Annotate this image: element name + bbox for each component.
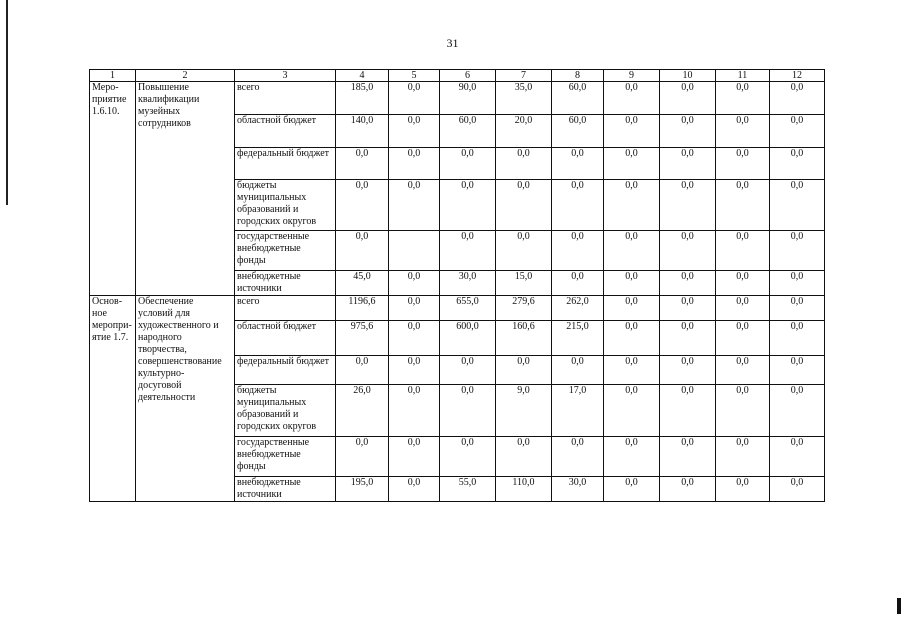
amount-cell: 0,0 (389, 356, 440, 385)
amount-cell: 0,0 (716, 82, 770, 115)
amount-cell: 0,0 (496, 437, 552, 477)
measure-name-cell: Обеспечение условий для художественного и народного творчества, совершенствование культурно- досуговой деятельности (136, 296, 235, 502)
table-body (90, 82, 825, 502)
amount-cell: 0,0 (770, 148, 825, 180)
amount-cell: 0,0 (440, 437, 496, 477)
amount-cell: 0,0 (716, 115, 770, 148)
header-cell: 1 (90, 70, 136, 82)
amount-cell: 0,0 (496, 148, 552, 180)
amount-cell: 0,0 (716, 231, 770, 271)
amount-cell: 26,0 (336, 385, 389, 437)
amount-cell: 0,0 (440, 148, 496, 180)
funding-source-cell: государственные внебюджетные фонды (235, 231, 336, 271)
header-cell: 12 (770, 70, 825, 82)
amount-cell: 0,0 (552, 271, 604, 296)
amount-cell: 0,0 (389, 321, 440, 356)
amount-cell: 15,0 (496, 271, 552, 296)
amount-cell: 0,0 (389, 296, 440, 321)
amount-cell: 60,0 (440, 115, 496, 148)
amount-cell: 0,0 (716, 437, 770, 477)
scan-edge-line (6, 0, 8, 205)
page-number: 31 (446, 36, 459, 50)
amount-cell: 0,0 (389, 82, 440, 115)
scan-corner-mark (897, 598, 901, 614)
amount-cell: 655,0 (440, 296, 496, 321)
amount-cell: 9,0 (496, 385, 552, 437)
amount-cell: 0,0 (770, 115, 825, 148)
amount-cell: 0,0 (660, 271, 716, 296)
amount-cell: 0,0 (660, 437, 716, 477)
amount-cell: 0,0 (336, 180, 389, 231)
header-row (90, 70, 825, 82)
amount-cell: 0,0 (716, 148, 770, 180)
amount-cell: 20,0 (496, 115, 552, 148)
amount-cell: 0,0 (604, 321, 660, 356)
header-cell: 2 (136, 70, 235, 82)
amount-cell: 215,0 (552, 321, 604, 356)
header-cell: 6 (440, 70, 496, 82)
amount-cell: 0,0 (604, 271, 660, 296)
amount-cell: 0,0 (716, 321, 770, 356)
amount-cell: 0,0 (716, 356, 770, 385)
amount-cell: 0,0 (389, 271, 440, 296)
amount-cell: 0,0 (770, 231, 825, 271)
amount-cell: 55,0 (440, 477, 496, 502)
table-row (90, 82, 825, 115)
funding-source-cell: бюджеты муниципальных образований и городских округов (235, 385, 336, 437)
amount-cell: 0,0 (604, 437, 660, 477)
funding-source-cell: областной бюджет (235, 321, 336, 356)
amount-cell: 0,0 (604, 180, 660, 231)
amount-cell: 0,0 (496, 180, 552, 231)
measure-name-cell: Повышение квалификации музейных сотрудников (136, 82, 235, 296)
funding-source-cell: федеральный бюджет (235, 148, 336, 180)
amount-cell: 0,0 (604, 231, 660, 271)
amount-cell: 0,0 (660, 231, 716, 271)
header-cell: 5 (389, 70, 440, 82)
header-cell: 3 (235, 70, 336, 82)
amount-cell: 0,0 (552, 148, 604, 180)
amount-cell: 0,0 (716, 385, 770, 437)
amount-cell: 0,0 (660, 385, 716, 437)
amount-cell: 0,0 (552, 356, 604, 385)
amount-cell: 140,0 (336, 115, 389, 148)
amount-cell: 0,0 (604, 385, 660, 437)
amount-cell: 0,0 (496, 231, 552, 271)
funding-source-cell: областной бюджет (235, 115, 336, 148)
amount-cell: 0,0 (770, 356, 825, 385)
amount-cell: 0,0 (660, 356, 716, 385)
budget-table (89, 69, 825, 502)
funding-source-cell: федеральный бюджет (235, 356, 336, 385)
header-cell: 4 (336, 70, 389, 82)
amount-cell: 185,0 (336, 82, 389, 115)
amount-cell: 0,0 (770, 437, 825, 477)
amount-cell: 0,0 (336, 356, 389, 385)
amount-cell: 0,0 (716, 477, 770, 502)
amount-cell: 0,0 (770, 180, 825, 231)
amount-cell: 0,0 (660, 180, 716, 231)
measure-code-cell: Основ- ное меропри- ятие 1.7. (90, 296, 136, 502)
amount-cell: 0,0 (496, 356, 552, 385)
amount-cell: 0,0 (552, 437, 604, 477)
header-cell: 8 (552, 70, 604, 82)
header-cell: 11 (716, 70, 770, 82)
amount-cell: 0,0 (660, 82, 716, 115)
amount-cell: 60,0 (552, 115, 604, 148)
amount-cell: 0,0 (660, 115, 716, 148)
amount-cell: 17,0 (552, 385, 604, 437)
amount-cell: 0,0 (604, 477, 660, 502)
amount-cell: 0,0 (389, 115, 440, 148)
amount-cell: 0,0 (770, 477, 825, 502)
amount-cell: 0,0 (440, 180, 496, 231)
funding-source-cell: внебюджетные источники (235, 477, 336, 502)
amount-cell: 0,0 (660, 148, 716, 180)
amount-cell (389, 231, 440, 271)
amount-cell: 90,0 (440, 82, 496, 115)
funding-source-cell: бюджеты муниципальных образований и городских округов (235, 180, 336, 231)
amount-cell: 0,0 (336, 148, 389, 180)
amount-cell: 0,0 (389, 180, 440, 231)
amount-cell: 0,0 (716, 296, 770, 321)
amount-cell: 0,0 (440, 385, 496, 437)
amount-cell: 30,0 (440, 271, 496, 296)
amount-cell: 0,0 (552, 231, 604, 271)
amount-cell: 262,0 (552, 296, 604, 321)
amount-cell: 0,0 (604, 356, 660, 385)
amount-cell: 0,0 (336, 437, 389, 477)
header-cell: 10 (660, 70, 716, 82)
measure-code-cell: Меро- приятие 1.6.10. (90, 82, 136, 296)
header-cell: 9 (604, 70, 660, 82)
amount-cell: 0,0 (770, 82, 825, 115)
amount-cell: 0,0 (770, 271, 825, 296)
table-row (90, 296, 825, 321)
amount-cell: 0,0 (770, 321, 825, 356)
amount-cell: 600,0 (440, 321, 496, 356)
amount-cell: 110,0 (496, 477, 552, 502)
amount-cell: 0,0 (389, 148, 440, 180)
amount-cell: 195,0 (336, 477, 389, 502)
funding-source-cell: всего (235, 296, 336, 321)
amount-cell: 0,0 (604, 148, 660, 180)
amount-cell: 0,0 (770, 385, 825, 437)
amount-cell: 0,0 (604, 82, 660, 115)
amount-cell: 0,0 (604, 115, 660, 148)
funding-source-cell: внебюджетные источники (235, 271, 336, 296)
amount-cell: 0,0 (336, 231, 389, 271)
amount-cell: 975,6 (336, 321, 389, 356)
amount-cell: 0,0 (552, 180, 604, 231)
funding-source-cell: государственные внебюджетные фонды (235, 437, 336, 477)
amount-cell: 0,0 (660, 296, 716, 321)
amount-cell: 0,0 (716, 271, 770, 296)
amount-cell: 60,0 (552, 82, 604, 115)
header-cell: 7 (496, 70, 552, 82)
funding-source-cell: всего (235, 82, 336, 115)
amount-cell: 0,0 (440, 231, 496, 271)
amount-cell: 30,0 (552, 477, 604, 502)
amount-cell: 0,0 (660, 477, 716, 502)
amount-cell: 0,0 (660, 321, 716, 356)
amount-cell: 279,6 (496, 296, 552, 321)
amount-cell: 160,6 (496, 321, 552, 356)
amount-cell: 1196,6 (336, 296, 389, 321)
amount-cell: 0,0 (770, 296, 825, 321)
amount-cell: 0,0 (389, 477, 440, 502)
amount-cell: 0,0 (440, 356, 496, 385)
amount-cell: 0,0 (604, 296, 660, 321)
amount-cell: 0,0 (389, 385, 440, 437)
amount-cell: 0,0 (389, 437, 440, 477)
amount-cell: 35,0 (496, 82, 552, 115)
amount-cell: 45,0 (336, 271, 389, 296)
amount-cell: 0,0 (716, 180, 770, 231)
